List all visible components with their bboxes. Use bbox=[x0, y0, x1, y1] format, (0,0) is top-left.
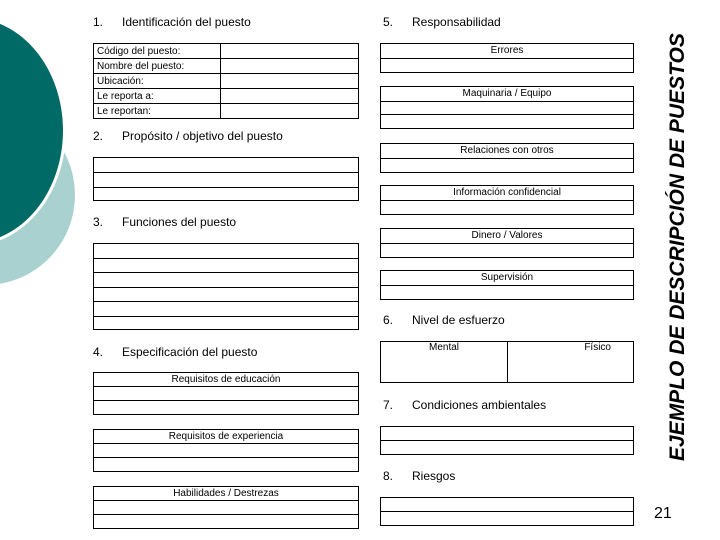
education-label: Requisitos de educación bbox=[94, 373, 358, 387]
functions-box bbox=[93, 243, 359, 330]
field-value[interactable] bbox=[221, 104, 359, 119]
section-5-title: Responsabilidad bbox=[412, 15, 501, 29]
money-row[interactable] bbox=[381, 244, 633, 257]
section-3-number: 3. bbox=[93, 215, 104, 229]
education-box bbox=[93, 372, 359, 415]
functions-row[interactable] bbox=[94, 302, 358, 317]
section-3-title: Funciones del puesto bbox=[122, 215, 237, 229]
functions-row[interactable] bbox=[94, 273, 358, 288]
effort-physical[interactable] bbox=[508, 342, 634, 383]
machinery-row[interactable] bbox=[381, 115, 633, 128]
section-2-number: 2. bbox=[93, 129, 104, 143]
environment-row[interactable] bbox=[381, 441, 633, 454]
supervision-label: Supervisión bbox=[381, 271, 633, 286]
skills-row[interactable] bbox=[94, 515, 358, 528]
section-6-number: 6. bbox=[383, 313, 394, 327]
education-row[interactable] bbox=[94, 401, 358, 414]
risks-row[interactable] bbox=[381, 498, 633, 512]
page-number: 21 bbox=[654, 505, 672, 522]
machinery-box bbox=[380, 86, 634, 129]
purpose-row[interactable] bbox=[94, 173, 358, 188]
money-label: Dinero / Valores bbox=[381, 229, 633, 244]
effort-mental-label: Mental bbox=[428, 342, 459, 353]
skills-box bbox=[93, 486, 359, 529]
experience-label: Requisitos de experiencia bbox=[94, 430, 358, 444]
relations-row[interactable] bbox=[381, 159, 633, 172]
experience-box bbox=[93, 429, 359, 472]
functions-row[interactable] bbox=[94, 244, 358, 259]
confidential-label: Información confidencial bbox=[381, 186, 633, 201]
risks-box bbox=[380, 497, 634, 526]
supervision-box bbox=[380, 270, 634, 300]
experience-row[interactable] bbox=[94, 458, 358, 471]
field-label: Código del puesto: bbox=[94, 44, 221, 59]
side-title: EJEMPLO DE DESCRIPCIÓN DE PUESTOS bbox=[666, 33, 689, 461]
section-1-number: 1. bbox=[93, 15, 104, 29]
machinery-label: Maquinaria / Equipo bbox=[381, 87, 633, 102]
supervision-row[interactable] bbox=[381, 286, 633, 299]
section-2-title: Propósito / objetivo del puesto bbox=[122, 129, 283, 143]
skills-row[interactable] bbox=[94, 501, 358, 515]
environment-box bbox=[380, 426, 634, 455]
section-7-number: 7. bbox=[383, 398, 394, 412]
purpose-row[interactable] bbox=[94, 188, 358, 200]
field-label: Ubicación: bbox=[94, 74, 221, 89]
purpose-box bbox=[93, 157, 359, 201]
education-row[interactable] bbox=[94, 387, 358, 401]
section-7-title: Condiciones ambientales bbox=[412, 398, 547, 412]
functions-row[interactable] bbox=[94, 259, 358, 274]
section-8-number: 8. bbox=[383, 469, 394, 483]
money-box bbox=[380, 228, 634, 258]
effort-table bbox=[380, 341, 634, 383]
section-5-number: 5. bbox=[383, 15, 394, 29]
confidential-box bbox=[380, 185, 634, 215]
confidential-row[interactable] bbox=[381, 201, 633, 214]
field-value[interactable] bbox=[221, 59, 359, 74]
machinery-row[interactable] bbox=[381, 102, 633, 115]
section-6-title: Nivel de esfuerzo bbox=[412, 313, 505, 327]
errors-row[interactable] bbox=[381, 59, 633, 72]
section-4-number: 4. bbox=[93, 345, 104, 359]
section-1-title: Identificación del puesto bbox=[122, 15, 251, 29]
errors-label: Errores bbox=[381, 44, 633, 59]
errors-box bbox=[380, 43, 634, 73]
section-8-title: Riesgos bbox=[412, 469, 456, 483]
experience-row[interactable] bbox=[94, 444, 358, 458]
field-value[interactable] bbox=[221, 89, 359, 104]
identification-table bbox=[93, 43, 359, 119]
risks-row[interactable] bbox=[381, 512, 633, 525]
effort-mental[interactable] bbox=[381, 342, 508, 383]
environment-row[interactable] bbox=[381, 427, 633, 441]
field-label: Le reportan: bbox=[94, 104, 221, 119]
functions-row[interactable] bbox=[94, 317, 358, 329]
purpose-row[interactable] bbox=[94, 158, 358, 173]
relations-label: Relaciones con otros bbox=[381, 144, 633, 159]
skills-label: Habilidades / Destrezas bbox=[94, 487, 358, 501]
section-4-title: Especificación del puesto bbox=[122, 345, 258, 359]
relations-box bbox=[380, 143, 634, 173]
field-value[interactable] bbox=[221, 44, 359, 59]
effort-physical-label: Físico bbox=[584, 342, 611, 353]
field-label: Le reporta a: bbox=[94, 89, 221, 104]
field-value[interactable] bbox=[221, 74, 359, 89]
functions-row[interactable] bbox=[94, 288, 358, 303]
field-label: Nombre del puesto: bbox=[94, 59, 221, 74]
